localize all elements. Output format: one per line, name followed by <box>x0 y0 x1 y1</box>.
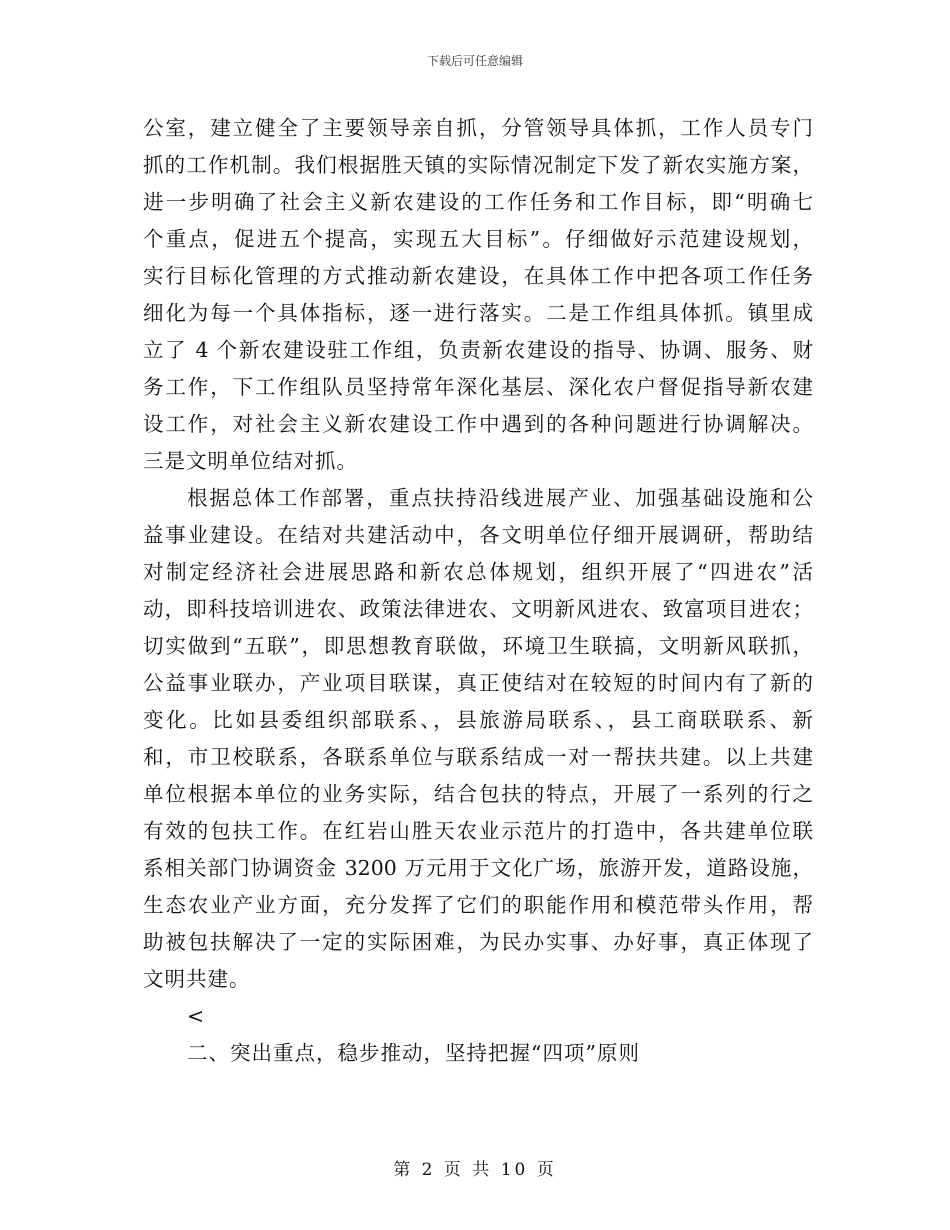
paragraph-line: 公益事业联办，产业项目联谋，真正使结对在较短的时间内有了新的 <box>143 671 813 695</box>
paragraph-line: 务工作，下工作组队员坚持常年深化基层、深化农户督促指导新农建 <box>143 375 813 399</box>
paragraph-line: 生态农业产业方面，充分发挥了它们的职能作用和模范带头作用，帮 <box>143 893 813 917</box>
paragraph-line: 三是文明单位结对抓。 <box>143 449 358 473</box>
paragraph-line: 根据总体工作部署，重点扶持沿线进展产业、加强基础设施和公 <box>187 486 813 510</box>
paragraph-line: 公室，建立健全了主要领导亲自抓，分管领导具体抓，工作人员专门 <box>143 116 813 140</box>
paragraph-line: 进一步明确了社会主义新农建设的工作任务和工作目标，即“明确七 <box>143 190 813 214</box>
stray-mark: < <box>187 1004 206 1028</box>
paragraph-line: 有效的包扶工作。在红岩山胜天农业示范片的打造中，各共建单位联 <box>143 819 813 843</box>
paragraph-line: 助被包扶解决了一定的实际困难，为民办实事、办好事，真正体现了 <box>143 930 813 954</box>
paragraph-line: 系相关部门协调资金 3200 万元用于文化广场，旅游开发，道路设施， <box>143 856 813 880</box>
page-number: 第 2 页 共 10 页 <box>393 1160 557 1180</box>
paragraph-line: 抓的工作机制。我们根据胜天镇的实际情况制定下发了新农实施方案， <box>143 153 813 177</box>
paragraph-line: 动，即科技培训进农、政策法律进农、文明新风进农、致富项目进农； <box>143 597 813 621</box>
paragraph-line: 细化为每一个具体指标，逐一进行落实。二是工作组具体抓。镇里成 <box>143 301 813 325</box>
paragraph-line: 实行目标化管理的方式推动新农建设，在具体工作中把各项工作任务 <box>143 264 813 288</box>
paragraph-line: 变化。比如县委组织部联系、，县旅游局联系、，县工商联联系、新 <box>143 708 813 732</box>
paragraph-line: 个重点，促进五个提高，实现五大目标”。仔细做好示范建设规划， <box>143 227 813 251</box>
section-heading: 二、突出重点，稳步推动，坚持把握“四项”原则 <box>187 1041 640 1065</box>
paragraph-line: 立了 4 个新农建设驻工作组，负责新农建设的指导、协调、服务、财 <box>143 338 813 362</box>
paragraph-line: 和，市卫校联系，各联系单位与联系结成一对一帮扶共建。以上共建 <box>143 745 813 769</box>
paragraph-line: 单位根据本单位的业务实际，结合包扶的特点，开展了一系列的行之 <box>143 782 813 806</box>
header-note: 下载后可任意编辑 <box>426 54 523 68</box>
paragraph-line: 益事业建设。在结对共建活动中，各文明单位仔细开展调研，帮助结 <box>143 523 813 547</box>
paragraph-line: 对制定经济社会进展思路和新农总体规划，组织开展了“四进农”活 <box>143 560 813 584</box>
paragraph-line: 切实做到“五联”，即思想教育联做，环境卫生联搞，文明新风联抓， <box>143 634 813 658</box>
paragraph-line: 设工作，对社会主义新农建设工作中遇到的各种问题进行协调解决。 <box>143 412 813 436</box>
paragraph-line: 文明共建。 <box>143 967 251 991</box>
